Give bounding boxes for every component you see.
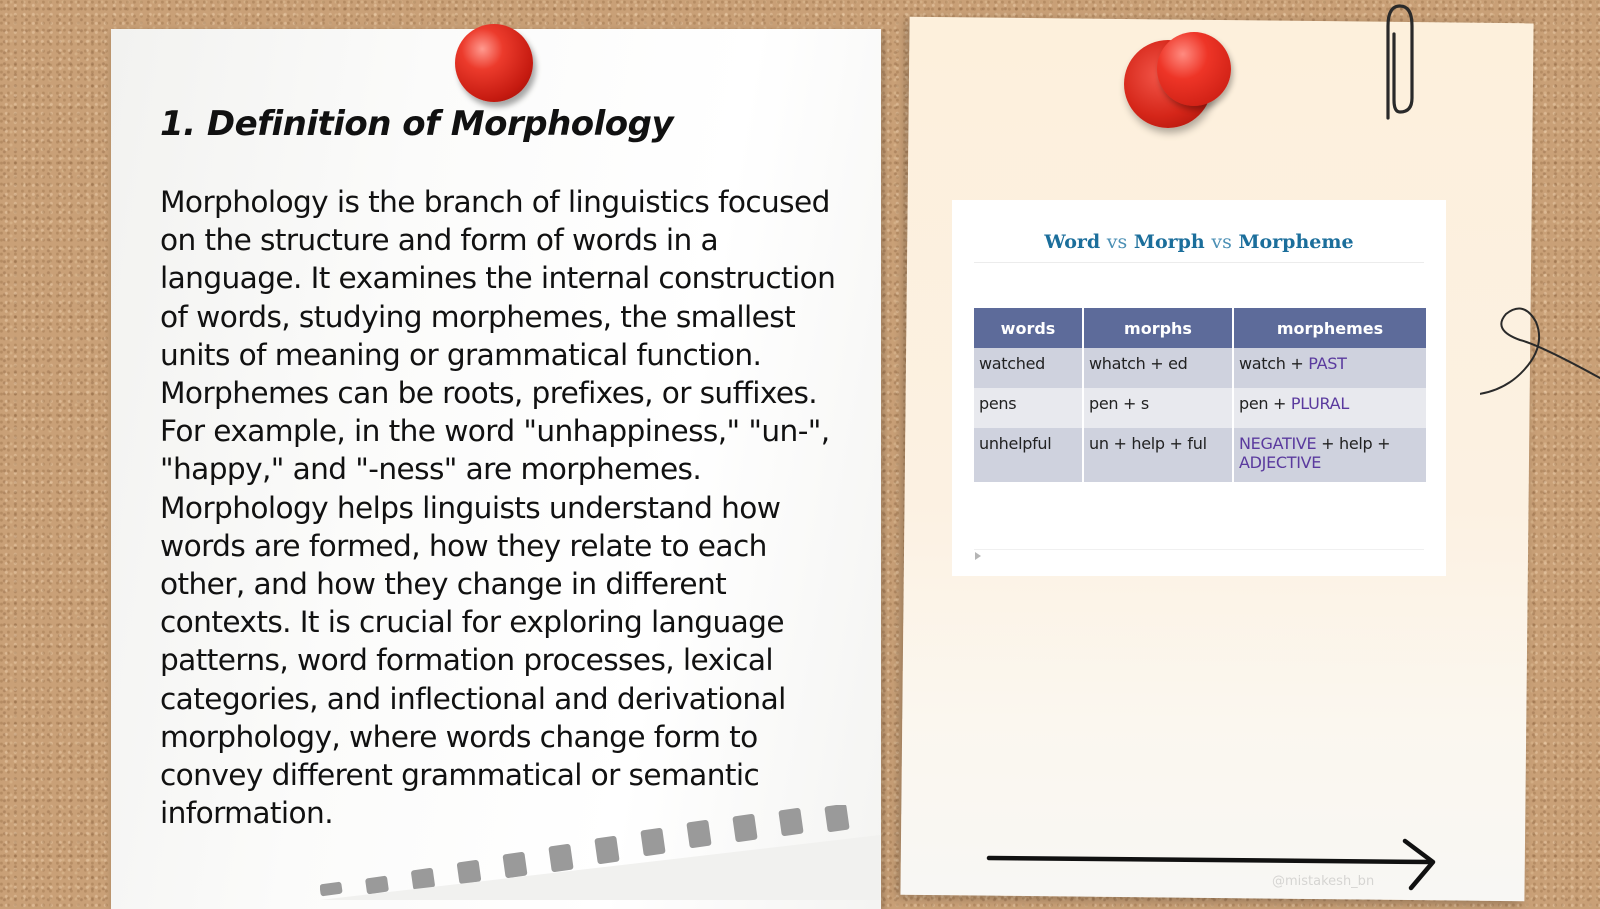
morphology-table xyxy=(974,308,1426,482)
cell-word: pens xyxy=(974,388,1083,428)
red-pushpin xyxy=(455,24,533,102)
watermark: @mistakesh_bn xyxy=(1272,874,1375,889)
morpheme-highlight: ADJECTIVE xyxy=(1239,453,1322,472)
cell-morphs: pen + s xyxy=(1083,388,1233,428)
cell-word: unhelpful xyxy=(974,428,1083,482)
morpheme-text: watch + xyxy=(1239,354,1309,373)
page-title: 1. Definition of Morphology xyxy=(160,104,674,144)
card-title-vs: vs xyxy=(1211,231,1232,253)
cell-morphemes xyxy=(1233,428,1426,482)
morpheme-highlight: PAST xyxy=(1308,354,1347,373)
column-header-words: words xyxy=(974,308,1083,348)
column-header-morphs: morphs xyxy=(1083,308,1233,348)
table-row xyxy=(974,428,1426,482)
cell-morphemes xyxy=(1233,348,1426,388)
morpheme-text: + help + xyxy=(1316,434,1391,453)
card-title-vs: vs xyxy=(1106,231,1128,253)
table-row xyxy=(974,348,1426,388)
paperclip-icon xyxy=(1378,0,1418,125)
divider xyxy=(974,262,1424,263)
table-row xyxy=(974,388,1426,428)
table-header-row xyxy=(974,308,1426,348)
card-title-word: Word xyxy=(1044,231,1101,253)
card-title-morph: Morph xyxy=(1133,231,1205,253)
cell-word: watched xyxy=(974,348,1083,388)
morpheme-highlight: NEGATIVE xyxy=(1239,434,1317,453)
column-header-morphemes: morphemes xyxy=(1233,308,1426,348)
morpheme-highlight: PLURAL xyxy=(1290,394,1349,413)
comparison-card xyxy=(952,200,1446,576)
divider xyxy=(974,549,1424,550)
morpheme-text: pen + xyxy=(1239,394,1291,413)
cell-morphs: whatch + ed xyxy=(1083,348,1233,388)
red-pushpin xyxy=(1157,32,1231,106)
cell-morphemes xyxy=(1233,388,1426,428)
arrow-right-icon xyxy=(985,838,1445,898)
play-icon[interactable] xyxy=(975,552,981,560)
loop-arrow-doodle xyxy=(1480,300,1600,410)
card-title-morpheme: Morpheme xyxy=(1238,231,1354,253)
card-title xyxy=(952,231,1446,253)
cell-morphs: un + help + ful xyxy=(1083,428,1233,482)
definition-paragraph: Morphology is the branch of linguistics focused on the structure and form of words in a language. It examines the internal construction of words, studying morphemes, the smallest units of meaning or grammatical function. Morphemes can be roots, prefixes, or suffixes. For example, in the word "unhappiness," "un-", "happy," and "-ness" are morphemes. Morphology helps linguists understand how words are formed, how they relate to each other, and how they change in different contexts. It is crucial for exploring language patterns, word formation processes, lexical categories, and inflectional and derivational morphology, where words change form to convey different grammatical or semantic information. xyxy=(160,185,836,831)
